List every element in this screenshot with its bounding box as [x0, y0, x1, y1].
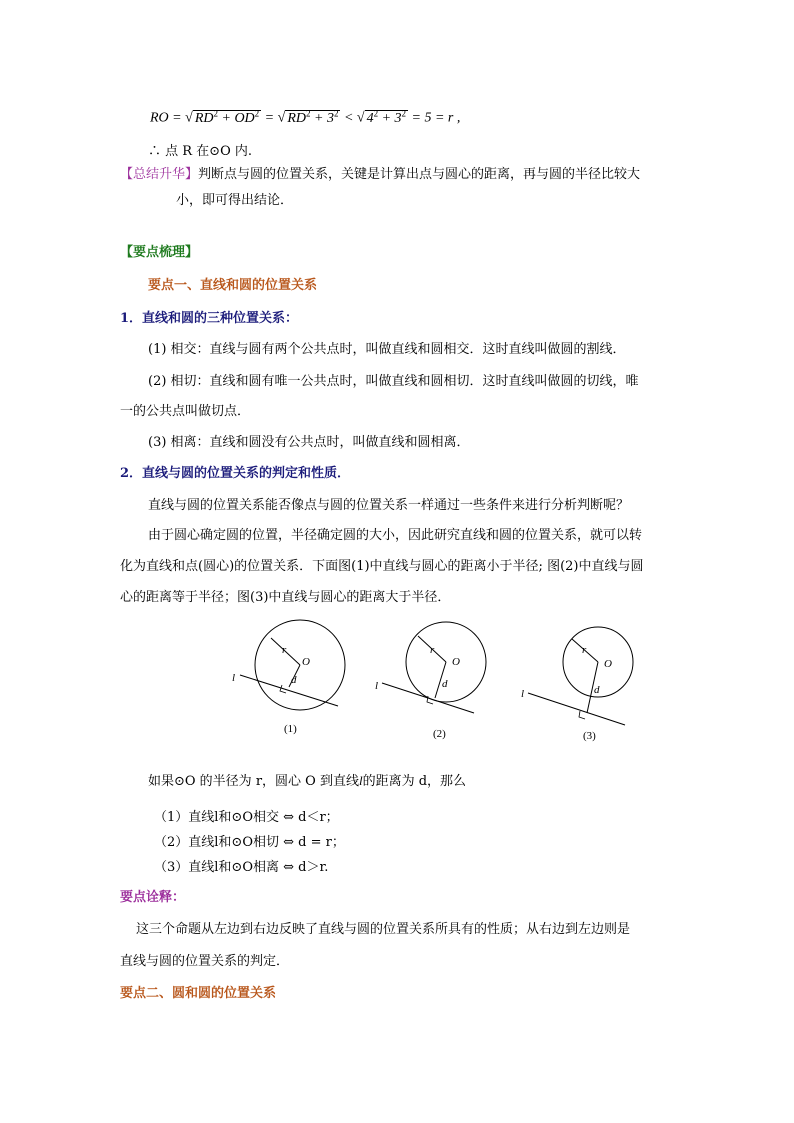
figure-1-label-r: r	[282, 644, 287, 656]
para-explain-a: 由于圆心确定圆的位置，半径确定圆的大小，因此研究直线和圆的位置关系，就可以转	[148, 528, 643, 543]
figure-2-label-d: d	[442, 678, 448, 690]
figure-1-label-l: l	[232, 672, 236, 684]
note-line-1: 这三个命题从左边到右边反映了直线与圆的位置关系所具有的性质；从右边到左边则是	[136, 922, 631, 937]
condition-intersect: （1）直线l和⊙O相交 ⇔ d＜r；	[154, 810, 339, 825]
note-line-2: 直线与圆的位置关系的判定．	[120, 954, 290, 969]
condition-separate: （3）直线l和⊙O相离 ⇔ d＞r.	[154, 860, 329, 875]
note-heading: 要点诠释：	[120, 890, 186, 905]
para-explain-c: 心的距离等于半径；图(3)中直线与圆心的距离大于半径．	[120, 590, 451, 605]
point1-heading: 要点一、直线和圆的位置关系	[148, 278, 318, 293]
para-explain-b: 化为直线和点(圆心)的位置关系．下面图(1)中直线与圆心的距离小于半径; 图(2)中直线与圆	[120, 559, 644, 574]
point1-sub2: 2．直线与圆的位置关系的判定和性质．	[120, 466, 351, 481]
summary-line-2: 小，即可得出结论．	[176, 193, 294, 208]
figure-3-label-r: r	[582, 644, 587, 656]
condition-tangent: （2）直线l和⊙O相切 ⇔ d = r；	[154, 835, 345, 850]
figure-2	[375, 622, 486, 740]
item-tangent-b: 一的公共点叫做切点．	[120, 404, 251, 419]
proof-conclusion: ∴ 点 R 在⊙O 内.	[148, 144, 253, 159]
figure-2-label-o: O	[452, 656, 460, 668]
figure-3-caption: (3)	[583, 730, 596, 742]
figure-1	[232, 620, 345, 735]
circle-line-figures	[0, 615, 794, 750]
figure-3	[521, 627, 633, 742]
figure-2-caption: (2)	[433, 728, 446, 740]
figure-1-caption: (1)	[284, 723, 297, 735]
figure-1-label-d: d	[291, 674, 297, 686]
section-heading: 【要点梳理】	[120, 245, 199, 260]
figure-3-label-d: d	[594, 684, 600, 696]
figure-1-label-o: O	[302, 656, 310, 668]
item-intersect: (1) 相交：直线与圆有两个公共点时，叫做直线和圆相交．这时直线叫做圆的割线．	[148, 342, 626, 357]
summary-line-1: 【总结升华】判断点与圆的位置关系，关键是计算出点与圆心的距离，再与圆的半径比较大	[120, 167, 641, 182]
figure-3-label-o: O	[604, 658, 612, 670]
conditions-intro: 如果⊙O 的半径为 r，圆心 O 到直线l的距离为 d，那么	[148, 773, 467, 789]
figure-2-label-l: l	[375, 680, 379, 692]
point2-heading: 要点二、圆和圆的位置关系	[120, 986, 277, 1001]
item-separate: (3) 相离：直线和圆没有公共点时，叫做直线和圆相离．	[148, 435, 470, 450]
point1-sub1: 1．直线和圆的三种位置关系：	[120, 311, 299, 326]
item-tangent-a: (2) 相切：直线和圆有唯一公共点时，叫做直线和圆相切．这时直线叫做圆的切线，唯	[148, 374, 639, 389]
distance-formula: RO = √ $RD^2 + OD^2$ = √ $RD^2 + 3^2$ < √ $4^2 + 3^2 = 5 = r$ ,	[150, 108, 461, 126]
summary-tag: 【总结升华】	[120, 167, 199, 182]
figure-3-label-l: l	[521, 688, 525, 700]
figure-2-label-r: r	[430, 644, 435, 656]
para-question: 直线与圆的位置关系能否像点与圆的位置关系一样通过一些条件来进行分析判断呢？	[148, 498, 630, 513]
